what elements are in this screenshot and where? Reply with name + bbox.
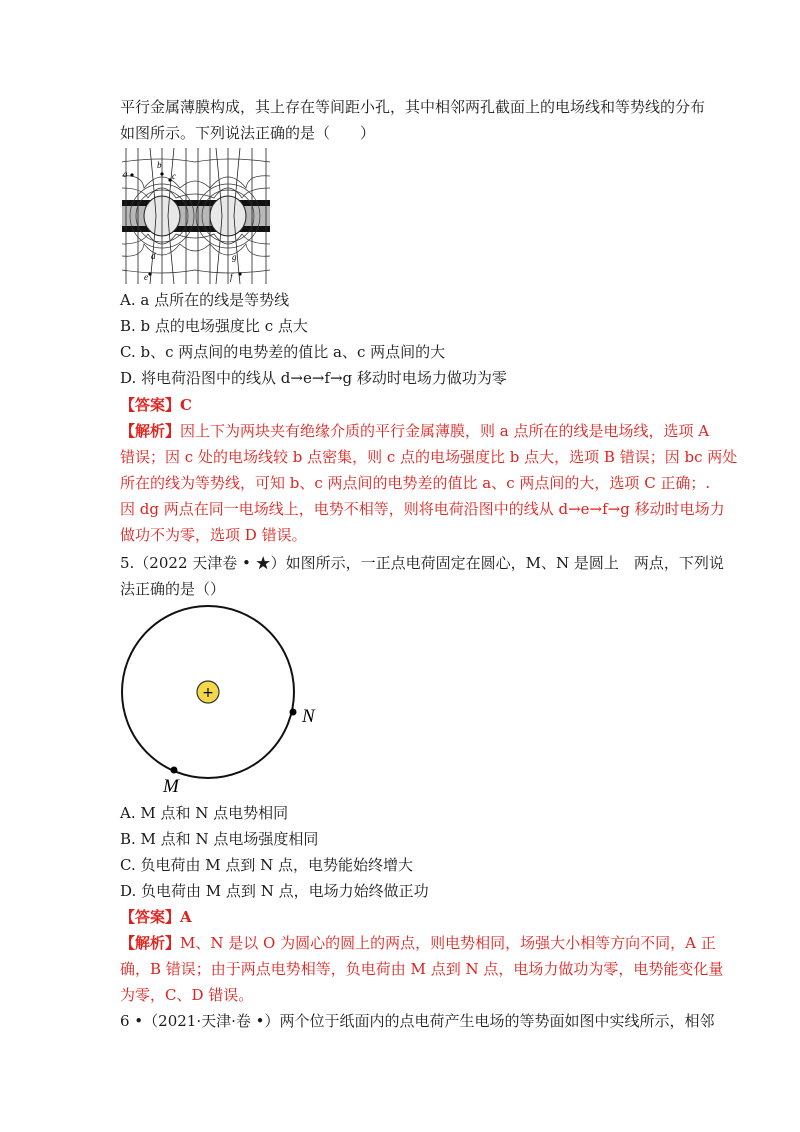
q4-answer-value: C xyxy=(180,396,192,414)
q4-stem-line-1: 平行金属薄膜构成，其上存在等间距小孔，其中相邻两孔截面上的电场线和等势线的分布 xyxy=(120,98,706,116)
q5-label-n: N xyxy=(302,706,315,727)
label-d: d xyxy=(151,251,156,261)
q4-answer-label: 【答案】 xyxy=(120,396,181,414)
q5-circle-figure xyxy=(118,604,328,800)
q5-analysis-line-1: 【解析】M、N 是以 O 为圆心的圆上的两点，则电势相同，场强大小相等方向不同，A 正 xyxy=(120,934,716,952)
q5-answer-label: 【答案】 xyxy=(120,908,181,926)
q4-stem-line-2: 如图所示。下列说法正确的是（ ） xyxy=(120,124,376,142)
q5-point-m xyxy=(171,767,178,774)
q5-charge-sign: + xyxy=(202,685,214,701)
q5-analysis-line-2: 确，B 错误；由于两点电势相等，负电荷由 M 点到 N 点，电场力做功为零，电势能变化量 xyxy=(120,960,724,978)
q5-analysis-line-3: 为零，C、D 错误。 xyxy=(120,986,254,1004)
q4-option-a: A. a 点所在的线是等势线 xyxy=(120,291,290,309)
q4-analysis-line-4: 因 dg 两点在同一电场线上，电势不相等，则将电荷沿图中的线从 d→e→f→g 移动时电场力 xyxy=(120,500,725,518)
q4-option-d: D. 将电荷沿图中的线从 d→e→f→g 移动时电场力做功为零 xyxy=(120,369,507,387)
q5-option-c: C. 负电荷由 M 点到 N 点，电势能始终增大 xyxy=(120,856,414,874)
q4-analysis-line-1: 【解析】因上下为两块夹有绝缘介质的平行金属薄膜，则 a 点所在的线是电场线，选项 A xyxy=(120,422,710,440)
q4-analysis-line-5: 做功不为零，选项 D 错误。 xyxy=(120,526,307,544)
q6-stem-line-1: 6 •（2021·天津·卷 •）两个位于纸面内的点电荷产生电场的等势面如图中实线所示，相邻 xyxy=(120,1012,715,1030)
q5-option-a: A. M 点和 N 点电势相同 xyxy=(120,804,289,822)
q4-option-b: B. b 点的电场强度比 c 点大 xyxy=(120,317,308,335)
q5-option-b: B. M 点和 N 点电场强度相同 xyxy=(120,830,319,848)
q5-label-m: M xyxy=(163,776,179,797)
label-e: e xyxy=(144,272,148,282)
q5-stem-line-2: 法正确的是（） xyxy=(120,580,226,598)
q5-answer xyxy=(120,907,192,927)
q4-analysis-label: 【解析】 xyxy=(120,422,181,440)
q4-analysis-line-2: 错误；因 c 处的电场线较 b 点密集，则 c 点的电场强度比 b 点大，选项 B 错误；因 bc 两处 xyxy=(120,448,738,466)
q5-stem-line-1: 5.（2022 天津卷 • ★）如图所示，一正点电荷固定在圆心，M、N 是圆上 两点，下列说 xyxy=(120,554,724,572)
q4-field-figure xyxy=(120,148,272,284)
label-c: c xyxy=(172,171,176,181)
q5-point-n xyxy=(290,709,297,716)
q4-analysis-line-3: 所在的线为等势线，可知 b、c 两点间的电势差的值比 a、c 两点间的大，选项 C 正确；. xyxy=(120,474,711,492)
q4-answer xyxy=(120,395,192,415)
label-a: a xyxy=(123,169,128,179)
q4-option-c: C. b、c 两点间的电势差的值比 a、c 两点间的大 xyxy=(120,343,446,361)
q5-answer-value: A xyxy=(180,908,192,926)
label-g: g xyxy=(232,252,237,262)
label-b: b xyxy=(157,160,162,170)
label-f: f xyxy=(230,272,233,282)
q5-option-d: D. 负电荷由 M 点到 N 点，电场力始终做正功 xyxy=(120,882,429,900)
q5-analysis-label: 【解析】 xyxy=(120,934,181,952)
